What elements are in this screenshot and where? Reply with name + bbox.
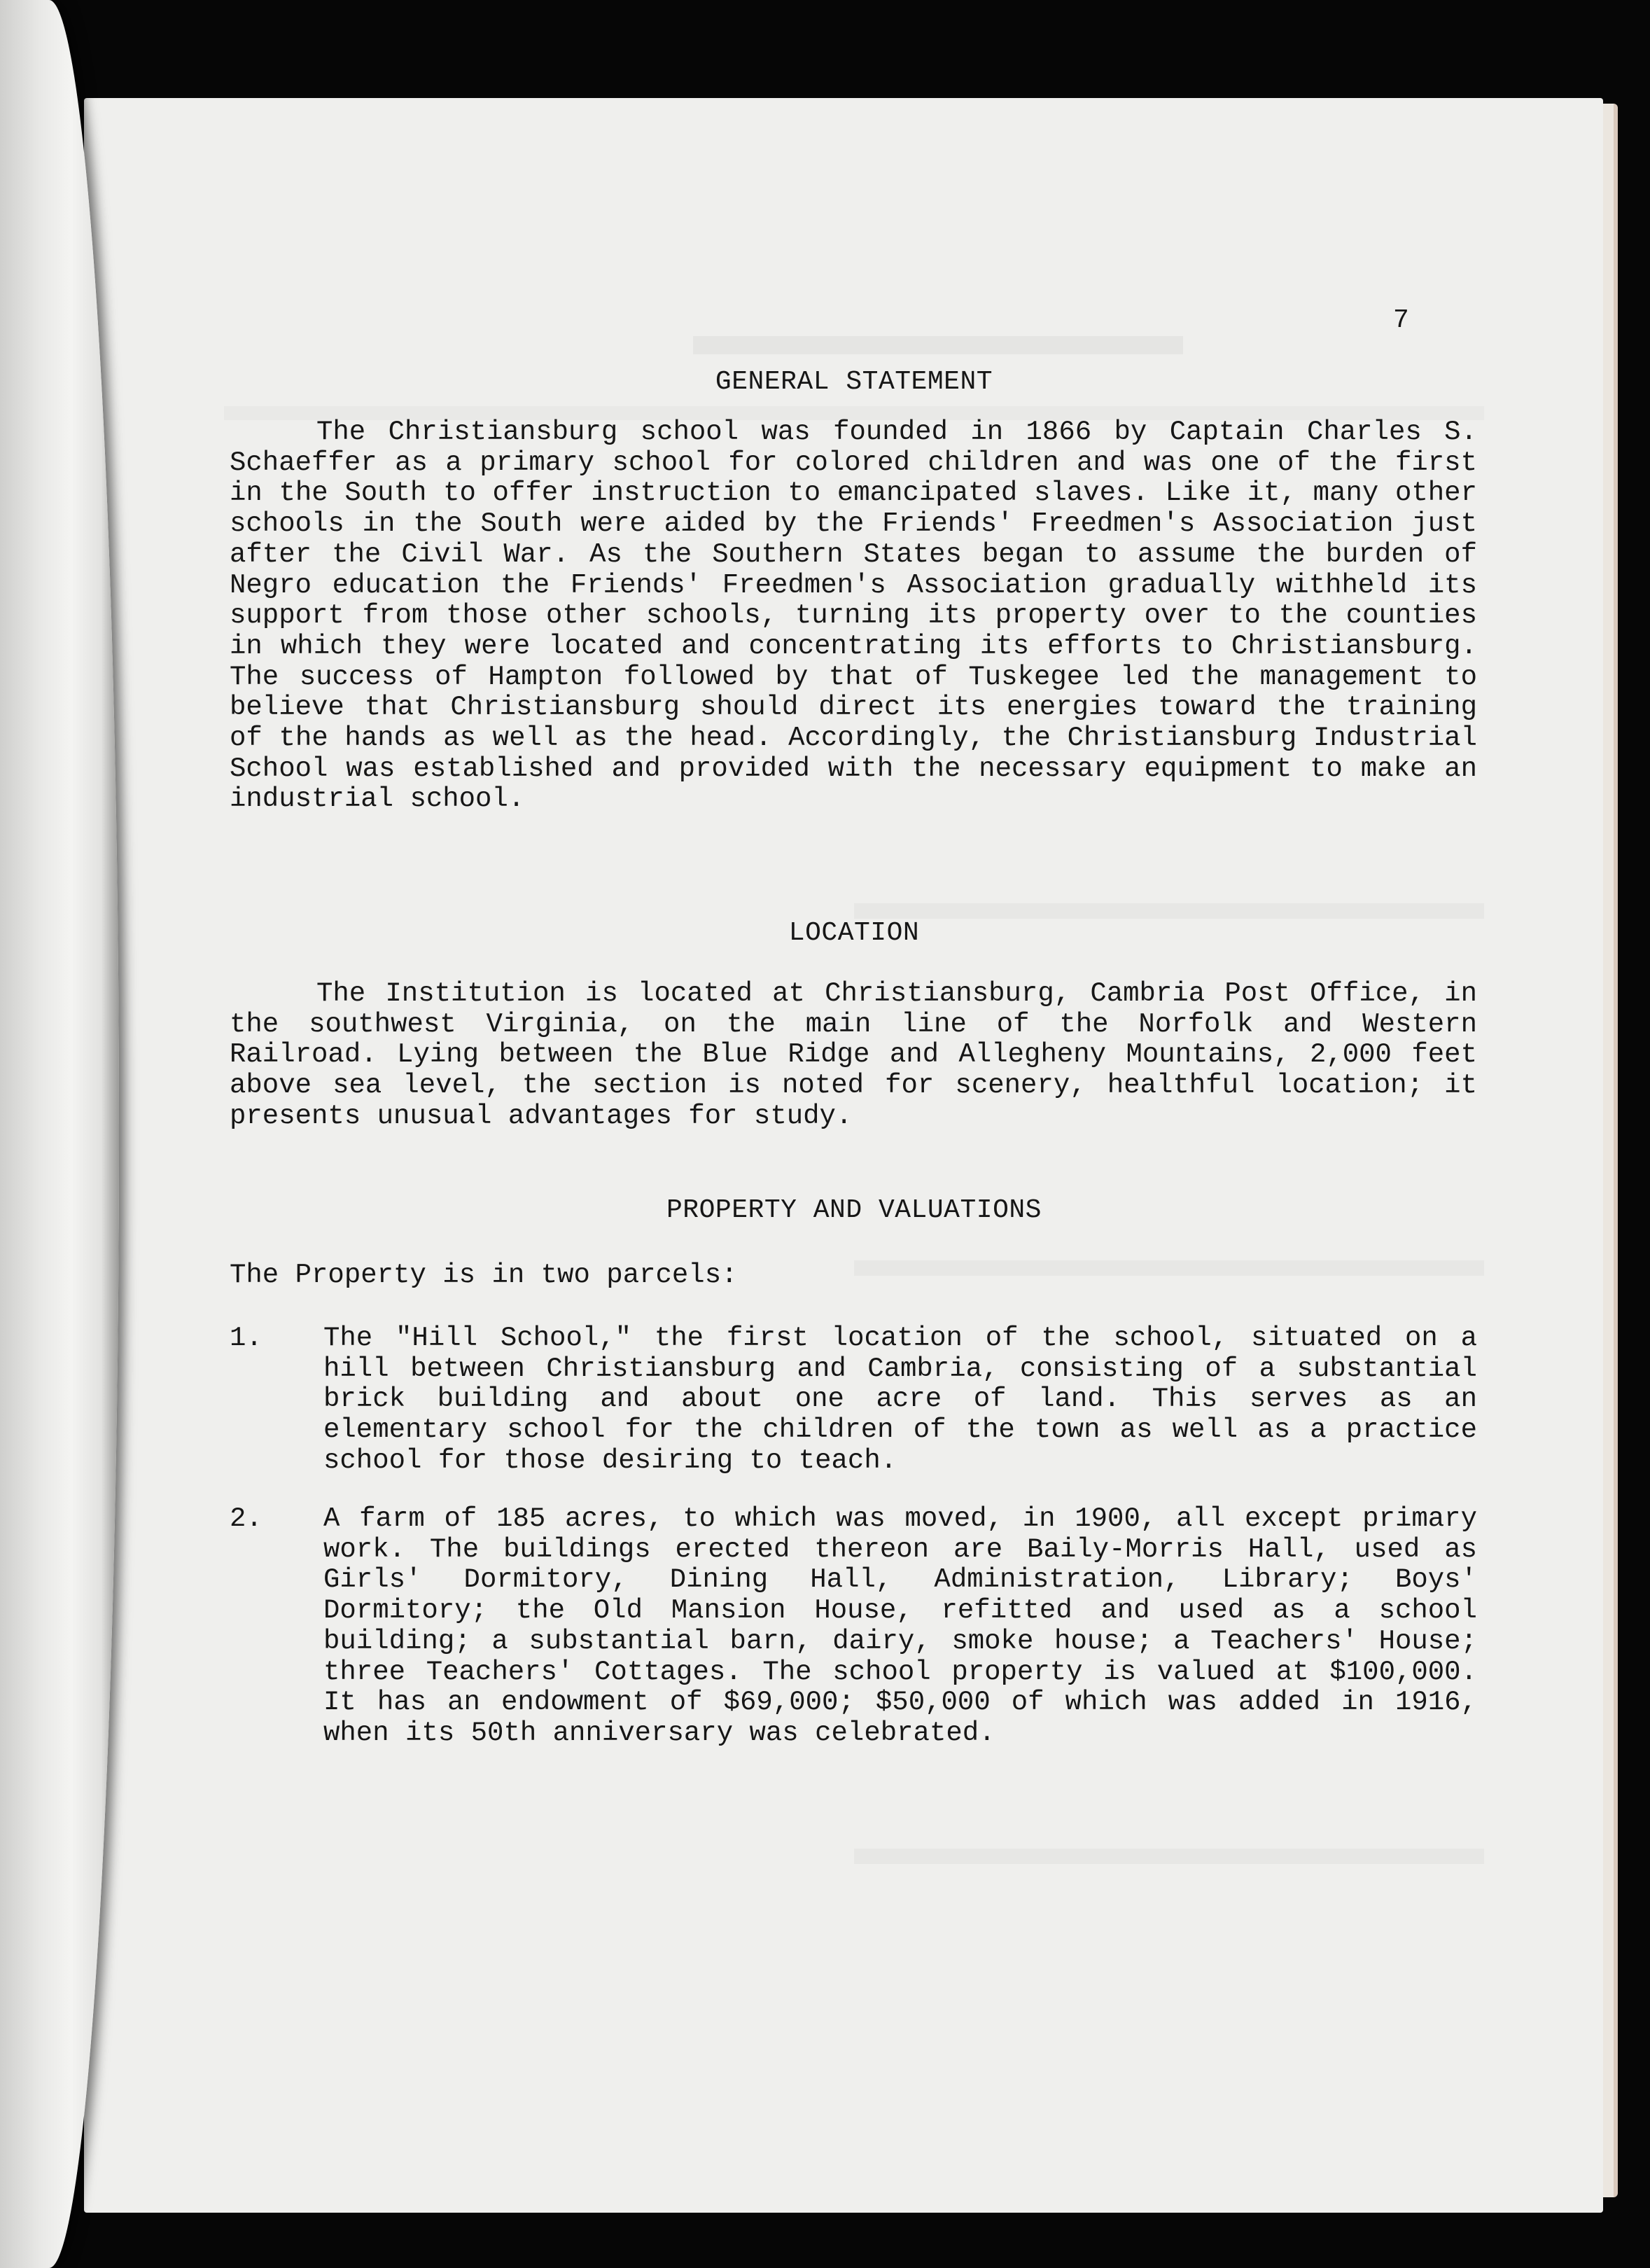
property-intro: The Property is in two parcels: xyxy=(230,1260,738,1290)
list-item-text: The "Hill School," the first location of the school, situated on a hill between Christiansburg and Cambria, consisting of a substantial brick building and about one acre of land. This serves as an elementary school for the children of the town as well as a practice school for those desiring to teach. xyxy=(323,1323,1477,1476)
document-page xyxy=(84,98,1603,2213)
list-item-text: A farm of 185 acres, to which was moved, in 1900, all except primary work. The buildings erected thereon are Baily-Morris Hall, used as Girls' Dormitory, Dining Hall, Administration, Library; Boys' Dormitory; the Old Mansion House, refitted and used as a school building; a substantial barn, dairy, smoke house; a Teachers' House; three Teachers' Cottages. The school property is valued at $100,000. It has an endowment of $69,000; $50,000 of which was added in 1916, when its 50th anniversary was celebrated. xyxy=(323,1503,1477,1748)
list-item-number: 1. xyxy=(230,1323,263,1354)
paragraph-location: The Institution is located at Christiansburg, Cambria Post Office, in the southwest Virginia, on the main line of the Norfolk and Western Railroad. Lying between the Blue Ridge and Allegheny Mountains, 2,000 feet above sea level, the section is noted for scenery, healthful location; it presents unusual advantages for study. xyxy=(230,978,1477,1132)
paragraph-general-statement: The Christiansburg school was founded in 1866 by Captain Charles S. Schaeffer as a primary school for colored children and was one of the first in the South to offer instruction to emancipated slaves. Like it, many other schools in the South were aided by the Friends' Freedmen's Association just after the Civil War. As the Southern States began to assume the burden of Negro education the Friends' Freedmen's Association gradually withheld its support from those other schools, turning its property over to the counties in which they were located and concentrating its efforts to Christiansburg. The success of Hampton followed by that of Tuskegee led the management to believe that Christiansburg should direct its energies toward the training of the hands as well as the head. Accordingly, the Christiansburg Industrial School was established and provided with the necessary equipment to make an industrial school. xyxy=(230,417,1477,815)
page-number: 7 xyxy=(1393,305,1409,335)
reverse-side-bleed-through xyxy=(84,98,1603,2213)
heading-location: LOCATION xyxy=(788,918,920,948)
heading-general-statement: GENERAL STATEMENT xyxy=(715,367,993,397)
heading-property-and-valuations: PROPERTY AND VALUATIONS xyxy=(666,1195,1042,1225)
list-item-number: 2. xyxy=(230,1503,263,1534)
